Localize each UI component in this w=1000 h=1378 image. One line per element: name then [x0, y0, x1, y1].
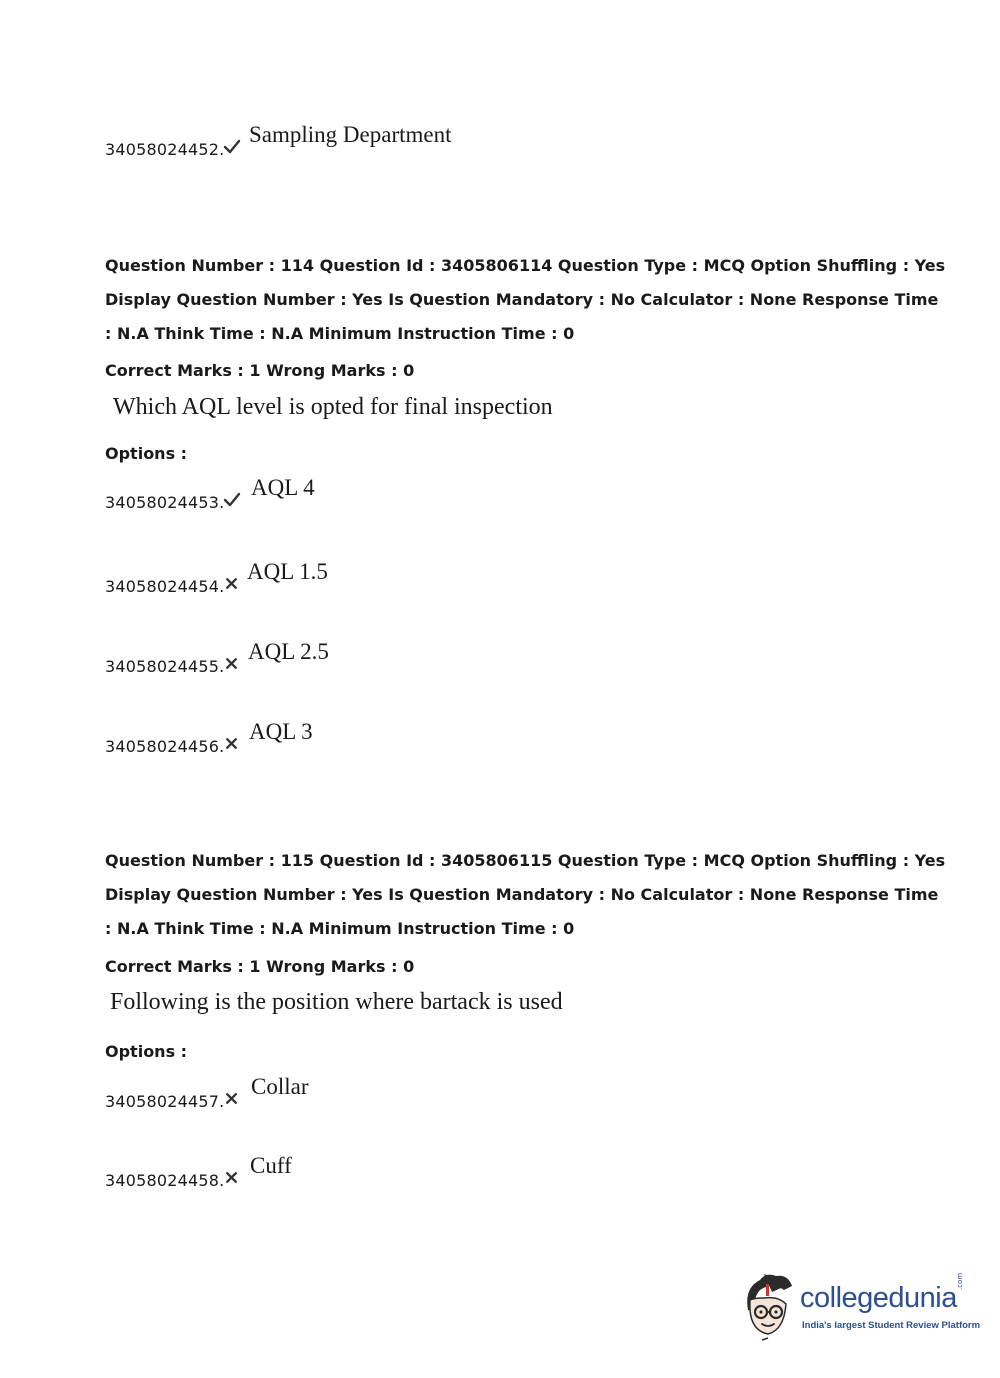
collegedunia-logo — [742, 1270, 981, 1346]
option-text: AQL 4 — [251, 475, 315, 500]
logo-tagline: India's largest Student Review Platform — [802, 1320, 981, 1331]
check-icon — [223, 138, 241, 156]
question-text: Following is the position where bartack is used — [110, 989, 563, 1015]
option-id: 34058024457. — [105, 1092, 225, 1111]
question-text: Which AQL level is opted for final inspection — [113, 394, 553, 420]
option-text: Collar — [251, 1074, 309, 1099]
option-id: 34058024456. — [105, 737, 225, 756]
meta-line: Question Number : 115 Question Id : 3405806115 Question Type : MCQ Option Shuffling : Yes — [105, 851, 946, 870]
option-id: 34058024452. — [105, 140, 225, 159]
options-label: Options : — [105, 444, 188, 463]
cross-icon — [225, 1171, 238, 1184]
marks-line: Correct Marks : 1 Wrong Marks : 0 — [105, 957, 415, 976]
cross-icon — [225, 657, 238, 670]
cross-icon — [225, 577, 238, 590]
meta-line: Question Number : 114 Question Id : 3405806114 Question Type : MCQ Option Shuffling : Yes — [105, 256, 946, 275]
cross-icon — [225, 737, 238, 750]
question-meta — [105, 249, 946, 351]
options-label: Options : — [105, 1042, 188, 1061]
meta-line: : N.A Think Time : N.A Minimum Instruction Time : 0 — [105, 919, 575, 938]
option-text: Cuff — [250, 1153, 292, 1178]
option-text: Sampling Department — [249, 122, 452, 147]
meta-line: Display Question Number : Yes Is Question Mandatory : No Calculator : None Response Time — [105, 885, 939, 904]
question-meta — [105, 844, 946, 946]
marks-line: Correct Marks : 1 Wrong Marks : 0 — [105, 361, 415, 380]
option-id: 34058024458. — [105, 1171, 225, 1190]
cross-icon — [225, 1092, 238, 1105]
check-icon — [223, 491, 241, 509]
logo-wordmark: collegedunia — [800, 1282, 957, 1314]
option-id: 34058024454. — [105, 577, 225, 596]
option-id: 34058024455. — [105, 657, 225, 676]
option-text: AQL 3 — [249, 719, 313, 744]
option-id: 34058024453. — [105, 493, 225, 512]
logo-suffix: .com — [956, 1272, 964, 1290]
option-text: AQL 2.5 — [248, 639, 329, 664]
meta-line: : N.A Think Time : N.A Minimum Instruction Time : 0 — [105, 324, 575, 343]
option-text: AQL 1.5 — [247, 559, 328, 584]
meta-line: Display Question Number : Yes Is Question Mandatory : No Calculator : None Response Time — [105, 290, 939, 309]
mascot-icon — [742, 1270, 798, 1342]
